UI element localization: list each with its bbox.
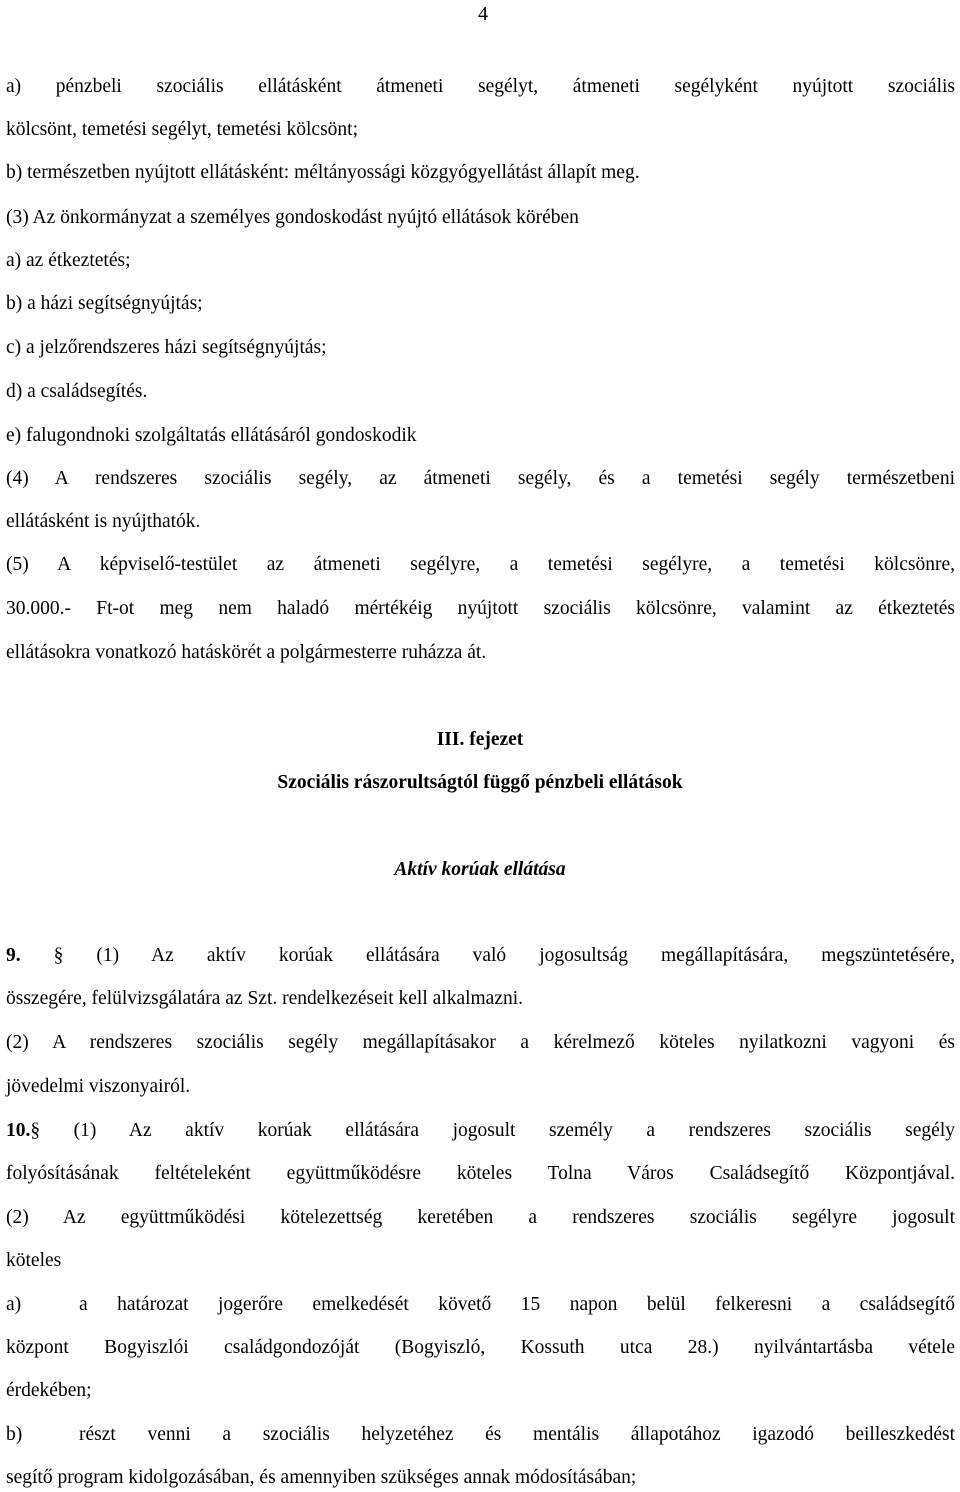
text-line: ellátásként is nyújthatók. [6,511,201,532]
section-number: 10. [6,1120,31,1141]
text-span: részt venni a szociális helyzetéhez és mentális állapotához igazodó beilleszkedést [79,1424,955,1445]
text-line: (2) A rendszeres szociális segély megállapításakor a kérelmező köteles nyilatkozni vagyoni és [6,1032,955,1053]
list-item-a [6,1293,955,1317]
text-line: (5) A képviselő-testület az átmeneti segélyre, a temetési segélyre, a temetési kölcsönre, [6,554,955,575]
list-label: b) [6,1424,23,1445]
list-label: a) [6,1294,22,1315]
section-subtitle: Aktív korúak ellátása [394,859,566,880]
text-line: b) a házi segítségnyújtás; [6,293,203,314]
text-line: 30.000.- Ft-ot meg nem haladó mértékéig nyújtott szociális kölcsönre, valamint az étkeztetés [6,598,955,619]
chapter-number: III. fejezet [436,729,524,750]
text-line: köteles [6,1250,62,1271]
paragraph-9-line [6,944,955,968]
text-line: a) pénzbeli szociális ellátásként átmeneti segélyt, átmeneti segélyként nyújtott szociális [6,76,955,97]
text-line: érdekében; [6,1380,92,1401]
text-line: központ Bogyiszlói családgondozóját (Bogyiszló, Kossuth utca 28.) nyilvántartásba vétele [6,1337,955,1358]
text-span: (1) Az aktív korúak ellátására jogosult személy a rendszeres szociális segély [40,1120,955,1141]
text-line: (2) Az együttműködési kötelezettség keretében a rendszeres szociális segélyre jogosult [6,1207,955,1228]
section-sign: § [30,1120,41,1141]
text-line: a) az étkeztetés; [6,250,131,271]
text-line: segítő program kidolgozásában, és amennyiben szükséges annak módosításában; [6,1467,637,1488]
text-line: (3) Az önkormányzat a személyes gondoskodást nyújtó ellátások körében [6,207,579,228]
text-line: kölcsönt, temetési segélyt, temetési kölcsönt; [6,119,359,140]
list-item-b [6,1423,955,1447]
text-line: e) falugondnoki szolgáltatás ellátásáról gondoskodik [6,425,417,446]
text-line: b) természetben nyújtott ellátásként: méltányossági közgyógyellátást állapít meg. [6,162,640,183]
text-span: a határozat jogerőre emelkedését követő 15 napon belül felkeresni a családsegítő [79,1294,955,1315]
paragraph-10-line [6,1119,955,1143]
text-span: (1) Az aktív korúak ellátására való jogosultság megállapítására, megszüntetésére, [63,945,956,966]
text-line: összegére, felülvizsgálatára az Szt. rendelkezéseit kell alkalmazni. [6,988,524,1009]
section-sign: § [53,945,64,966]
text-line: (4) A rendszeres szociális segély, az átmeneti segély, és a temetési segély természetbeni [6,468,955,489]
text-line: folyósításának feltételeként együttműködésre köteles Tolna Város Családsegítő Központjával. [6,1163,955,1184]
section-number: 9. [6,945,21,966]
text-line: c) a jelzőrendszeres házi segítségnyújtás; [6,337,327,358]
page-number: 4 [478,3,488,25]
text-line: ellátásokra vonatkozó hatáskörét a polgármesterre ruházza át. [6,642,487,663]
chapter-title: Szociális rászorultságtól függő pénzbeli ellátások [277,772,683,793]
text-line: jövedelmi viszonyairól. [6,1076,191,1097]
text-line: d) a családsegítés. [6,381,148,402]
